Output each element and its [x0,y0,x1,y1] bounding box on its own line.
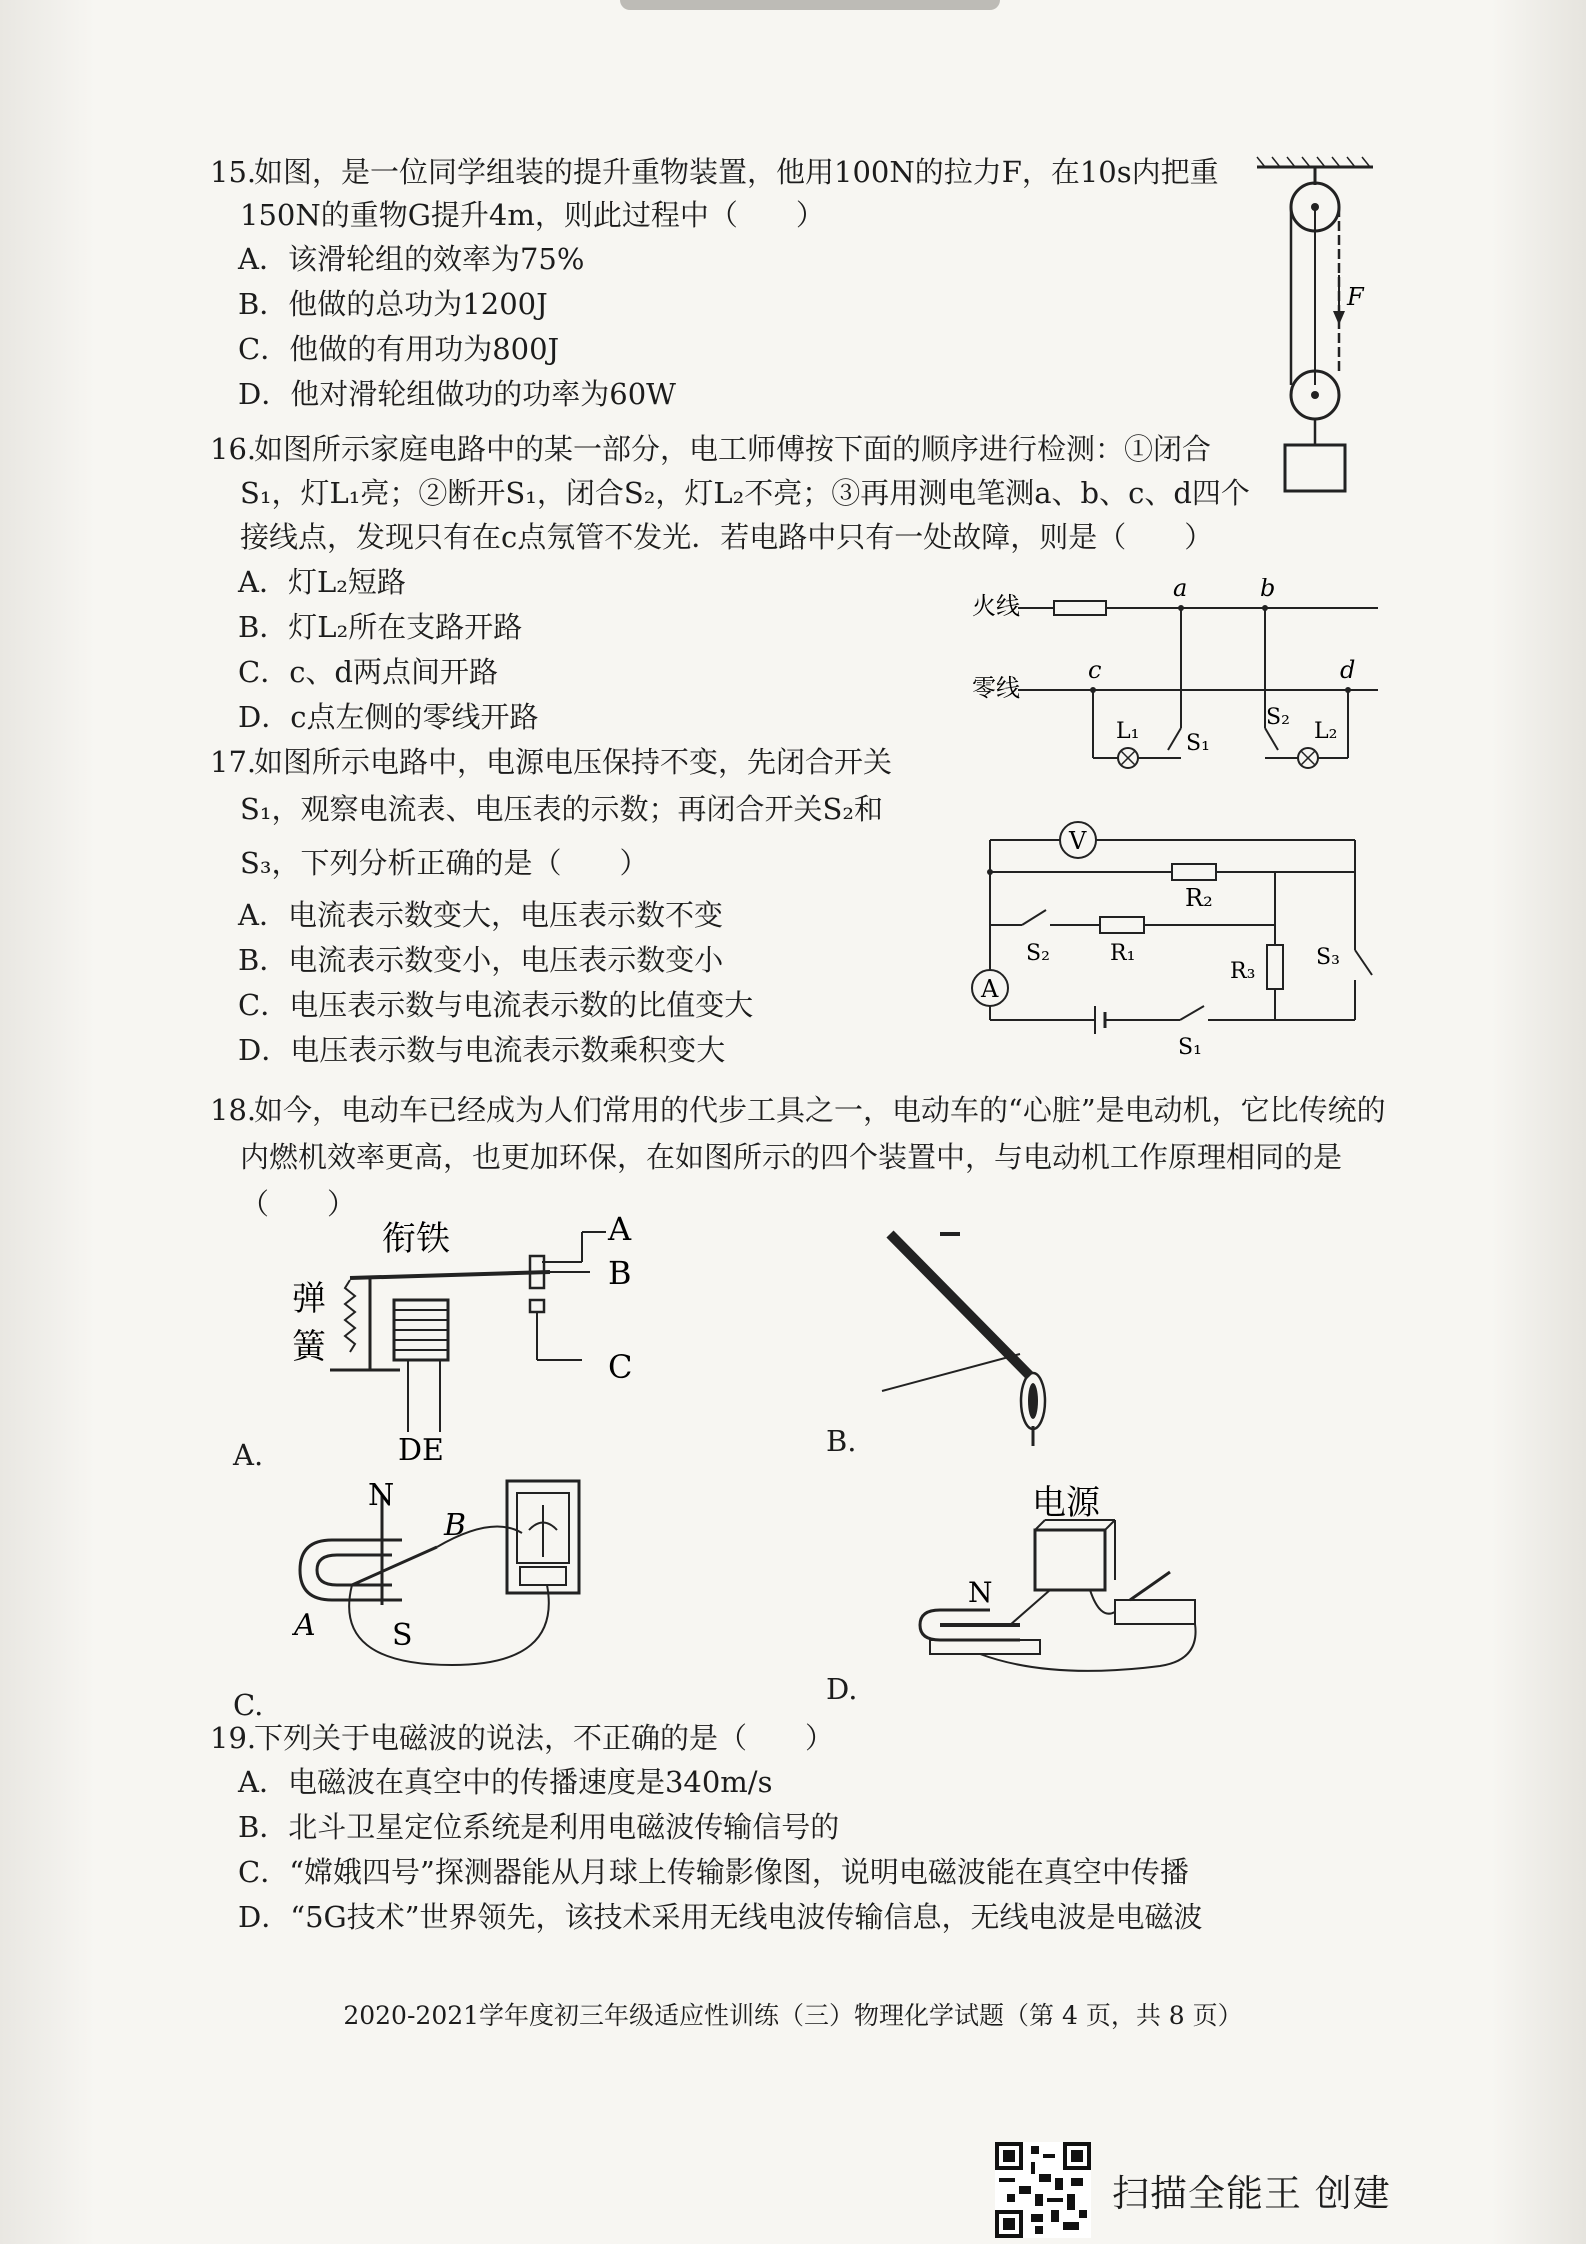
svg-text:d: d [1340,656,1356,684]
q19-option-a: A．电磁波在真空中的传播速度是340m/s [238,1765,773,1799]
q18-number: 18. [210,1093,257,1127]
svg-text:R₂: R₂ [1185,884,1213,912]
q15-number: 15. [210,155,257,189]
q15-stem-line2: 150N的重物G提升4m，则此过程中（ ） [240,198,825,232]
svg-text:A: A [294,1608,316,1643]
q19-option-d: D．“5G技术”世界领先，该技术采用无线电波传输信息，无线电波是电磁波 [238,1900,1203,1934]
svg-text:R₁: R₁ [1110,941,1136,966]
svg-text:火线: 火线 [972,592,1020,620]
page-footer: 2020-2021学年度初三年级适应性训练（三）物理化学试题（第 4 页，共 8 页） [343,2001,1243,2030]
svg-text:V: V [1069,827,1087,855]
q16-stem-line1: 如图所示家庭电路中的某一部分，电工师傅按下面的顺序进行检测：①闭合 [254,432,1212,466]
svg-text:衔铁: 衔铁 [382,1219,450,1259]
svg-text:电源: 电源 [1032,1483,1100,1523]
svg-text:S₁: S₁ [1178,1035,1202,1060]
q18-option-b-label: B. [826,1424,857,1458]
svg-text:S₂: S₂ [1026,941,1050,966]
svg-text:DE: DE [398,1433,444,1460]
scanner-watermark: 扫描全能王 创建 [1112,2172,1391,2215]
q16-option-b: B．灯L₂所在支路开路 [238,610,523,644]
q15-option-b: B．他做的总功为1200J [238,287,548,321]
q17-stem-line2: S₁，观察电流表、电压表的示数；再闭合开关S₂和 [240,792,883,826]
q15-stem-line1: 如图，是一位同学组装的提升重物装置，他用100N的拉力F，在10s内把重 [254,155,1219,189]
pulley-figure [1255,155,1375,515]
svg-text:B: B [608,1254,632,1292]
svg-text:N: N [968,1576,993,1609]
svg-text:零线: 零线 [972,674,1020,702]
q16-option-c: C．c、d两点间开路 [238,655,498,689]
qr-code-icon [995,2142,1091,2238]
q16-stem-line2: S₁，灯L₁亮；②断开S₁，闭合S₂，灯L₂不亮；③再用测电笔测a、b、c、d四个 [240,476,1250,510]
q18-stem-line2: 内燃机效率更高，也更加环保，在如图所示的四个装置中，与电动机工作原理相同的是 [240,1140,1343,1174]
q19-option-c: C．“嫦娥四号”探测器能从月球上传输影像图，说明电磁波能在真空中传播 [238,1855,1189,1889]
q15-option-a: A．该滑轮组的效率为75% [238,242,585,276]
circuit17-figure [960,810,1380,1060]
q16-option-a: A．灯L₂短路 [238,565,406,599]
svg-text:a: a [1173,578,1188,602]
q15-option-c: C．他做的有用功为800J [238,332,560,366]
svg-text:弹: 弹 [292,1279,326,1319]
svg-text:S: S [392,1618,413,1653]
svg-text:S₃: S₃ [1316,945,1340,970]
pulley-force-label: F [1347,283,1364,311]
q16-option-d: D．c点左侧的零线开路 [238,700,539,734]
svg-text:簧: 簧 [292,1327,326,1367]
svg-text:S₁: S₁ [1186,731,1210,756]
q18-stem-line3: （ ） [240,1187,357,1221]
q17-stem-line1: 如图所示电路中，电源电压保持不变，先闭合开关 [254,745,893,779]
relay-figure [290,1210,640,1460]
svg-text:S₂: S₂ [1266,705,1290,730]
motor-figure [900,1480,1230,1680]
q17-option-d: D．电压表示数与电流表示数乘积变大 [238,1033,726,1067]
q19-stem-line1: 下列关于电磁波的说法，不正确的是（ ） [254,1721,835,1755]
svg-text:N: N [368,1478,395,1513]
svg-text:L₁: L₁ [1116,719,1140,744]
svg-text:L₂: L₂ [1314,719,1338,744]
svg-text:A: A [608,1210,632,1248]
q17-option-b: B．电流表示数变小，电压表示数变小 [238,943,724,977]
q18-stem-line1: 如今，电动车已经成为人们常用的代步工具之一，电动车的“心脏”是电动机，它比传统的 [254,1093,1386,1127]
q18-option-a-label: A. [233,1438,264,1472]
q18-option-c-label: C. [233,1688,264,1722]
q17-option-c: C．电压表示数与电流表示数的比值变大 [238,988,754,1022]
wire-figure [880,1226,1060,1456]
svg-text:R₃: R₃ [1230,959,1256,984]
q17-number: 17. [210,745,257,779]
q19-number: 19. [210,1721,257,1755]
svg-text:b: b [1260,578,1276,602]
q16-number: 16. [210,432,257,466]
q16-stem-line3: 接线点，发现只有在c点氖管不发光．若电路中只有一处故障，则是（ ） [240,520,1214,554]
q19-option-b: B．北斗卫星定位系统是利用电磁波传输信号的 [238,1810,840,1844]
q17-stem-line3: S₃，下列分析正确的是（ ） [240,846,649,880]
q18-option-d-label: D. [826,1672,858,1706]
svg-text:c: c [1088,656,1102,684]
svg-text:B: B [444,1508,467,1543]
q15-option-d: D．他对滑轮组做功的功率为60W [238,377,676,411]
household-circuit-figure [968,578,1388,788]
svg-text:A: A [981,975,999,1003]
galvanometer-figure [292,1475,622,1680]
svg-text:C: C [608,1348,633,1386]
scan-shadow [620,0,1000,10]
q17-option-a: A．电流表示数变大，电压表示数不变 [238,898,723,932]
